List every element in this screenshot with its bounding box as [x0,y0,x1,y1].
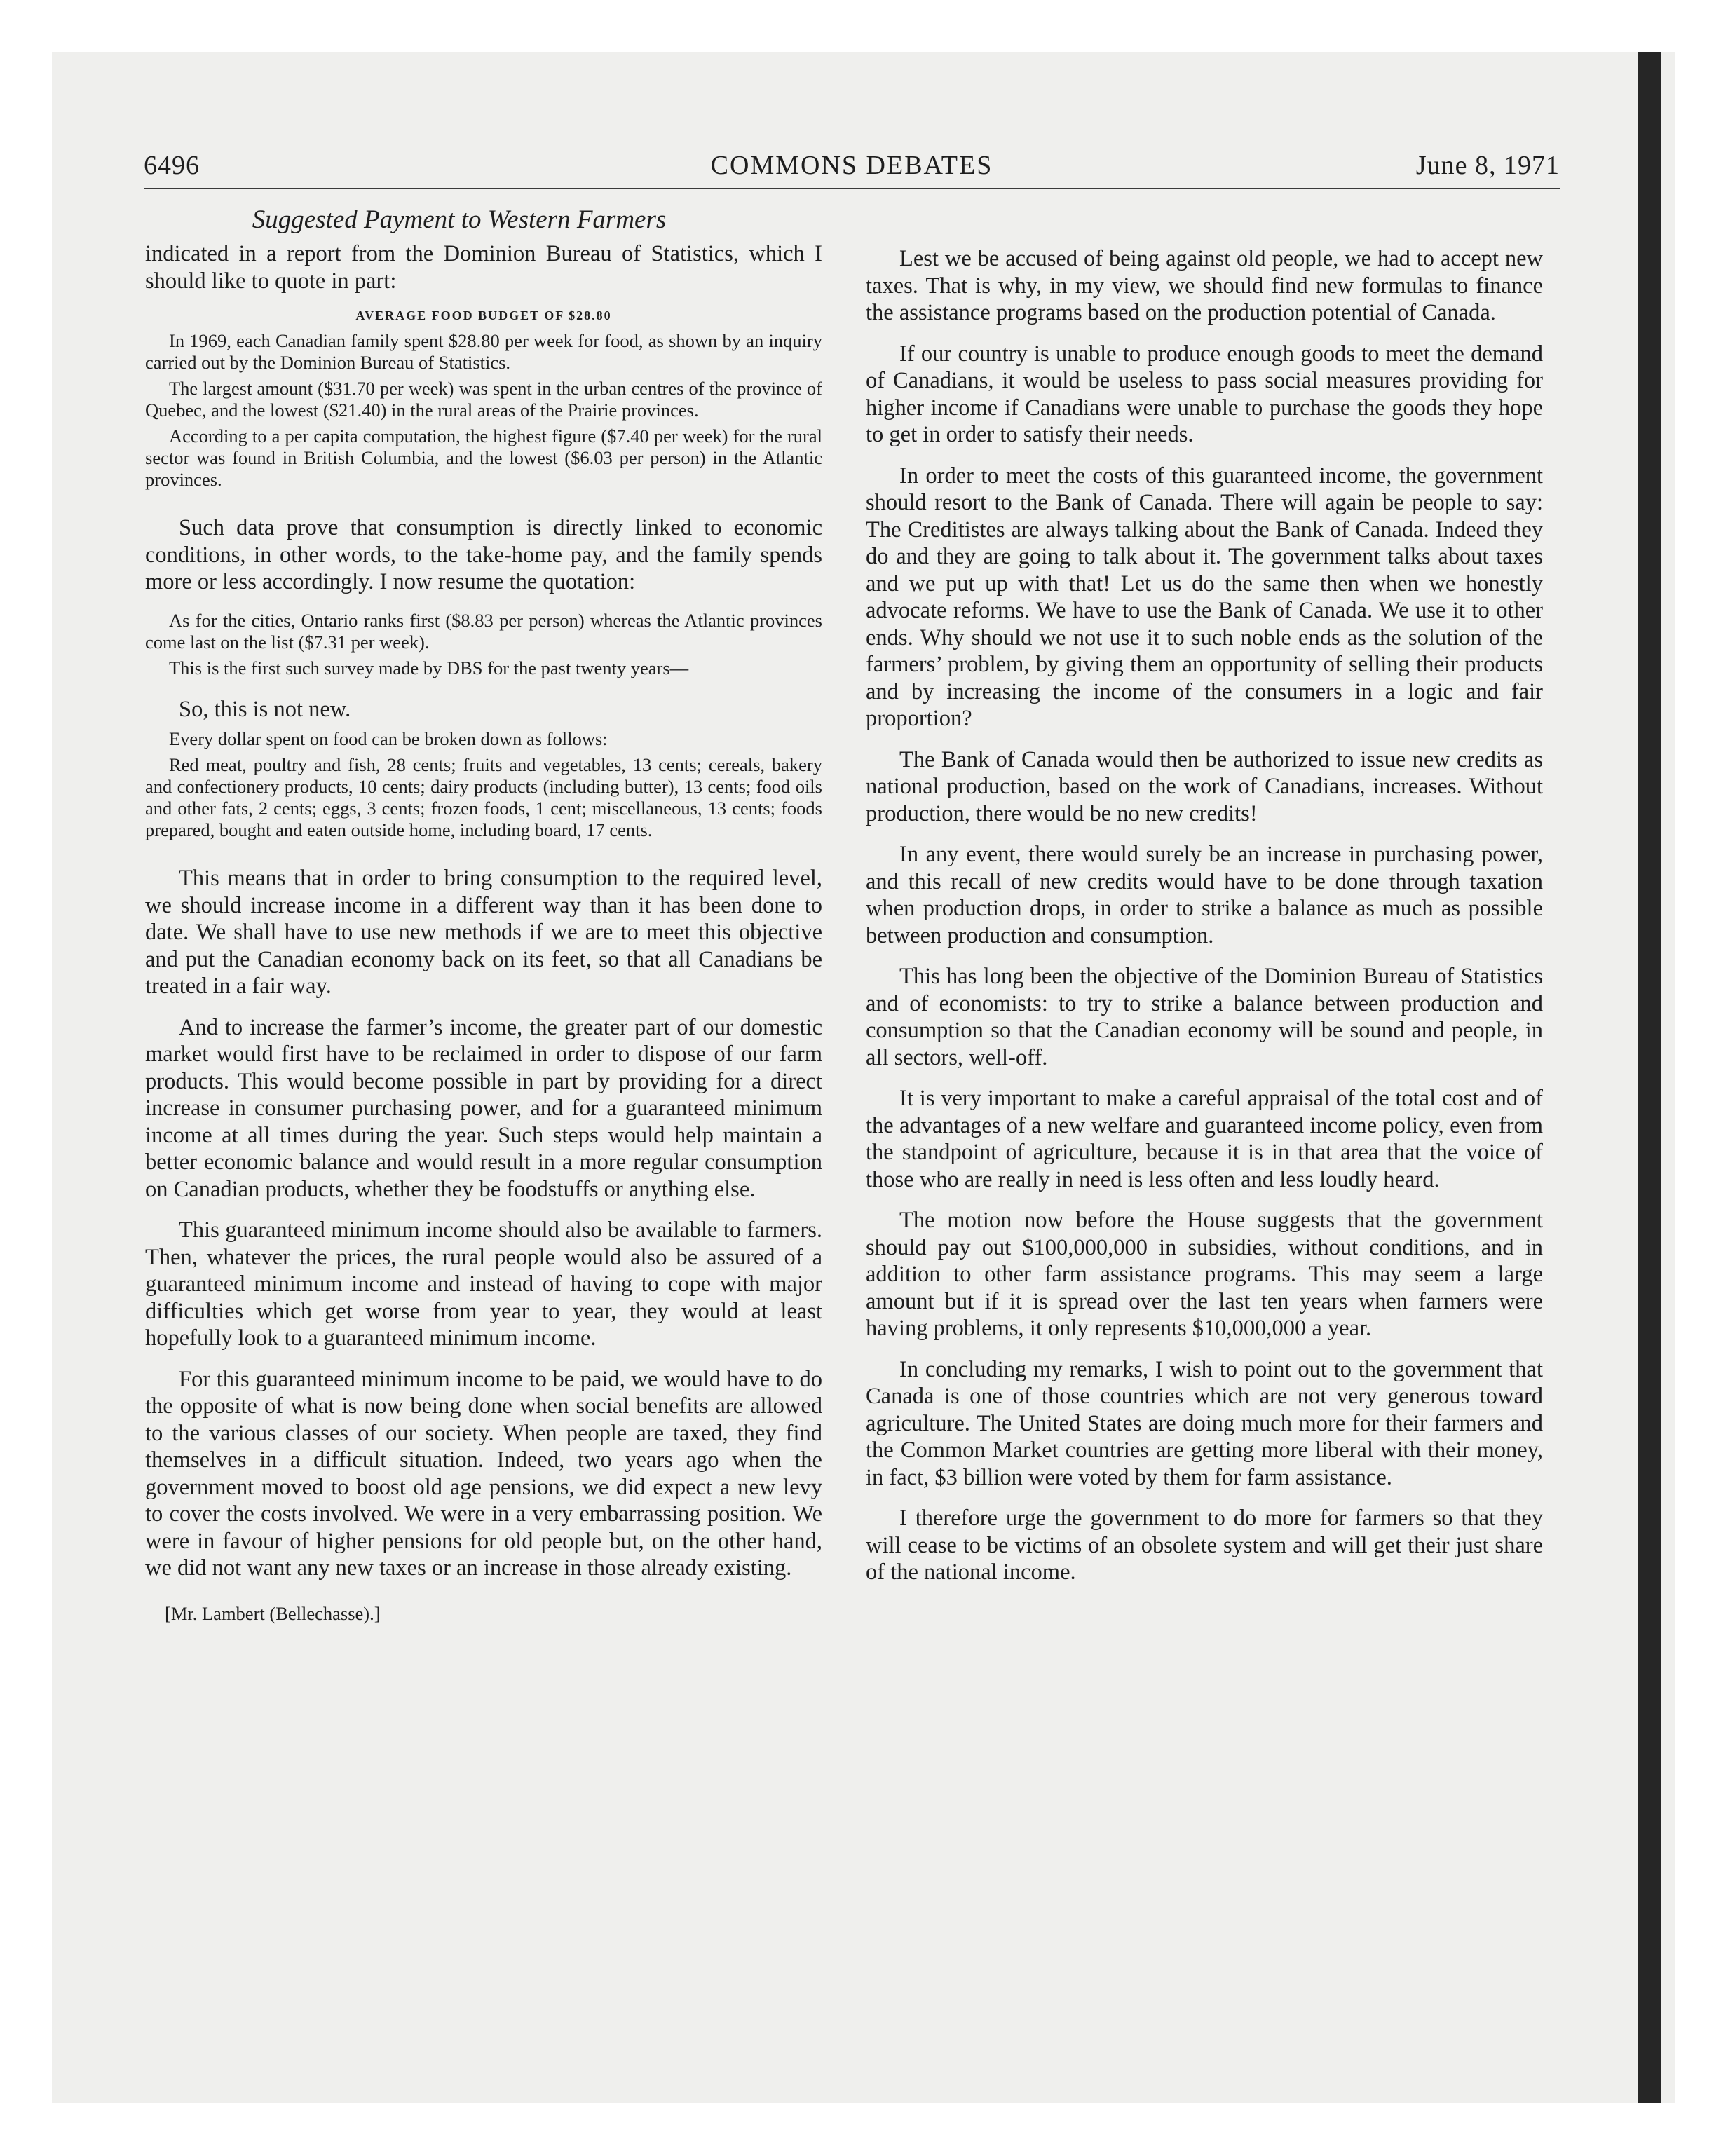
body-paragraph: For this guaranteed minimum income to be paid, we would have to do the opposite of what is now being done when social benefits are allowed to the various classes of our society. When people are taxed, they find themselves in a difficult situation. Indeed, two years ago when the government moved to boost old age pensions, we did expect a new levy to cover the costs involved. We were in a very embarrassing position. We were in favour of higher pensions for old people but, on the other hand, we did not want any new taxes or an increase in those already existing. [145,1366,822,1581]
right-column [866,245,1543,1600]
body-paragraph: This guaranteed minimum income should also be available to farmers. Then, whatever the prices, the rural people would also be assured of a guaranteed minimum income and instead of having to cope with major difficulties which get worse from year to year, they would at least hopefully look to a guaranteed minimum income. [145,1217,822,1351]
left-column [145,205,822,1625]
publication-title: COMMONS DEBATES [710,151,993,180]
quotation-paragraph: Every dollar spent on food can be broken down as follows: [169,728,608,749]
quotation-paragraph: In 1969, each Canadian family spent $28.80 per week for food, as shown by an inquiry carried out by the Dominion Bureau of Statistics. [145,330,822,373]
section-title: Suggested Payment to Western Farmers [252,205,667,234]
body-paragraph: This means that in order to bring consumption to the required level, we should increase income in a different way than it has been done to date. We shall have to use new methods if we are to meet this objective and put the Canadian economy back on its feet, so that all Canadians be treated in a fair way. [145,866,822,999]
page-header [144,144,1560,189]
quotation-paragraph: Red meat, poultry and fish, 28 cents; fruits and vegetables, 13 cents; cereals, bakery and confectionery products, 10 cents; dairy products (including butter), 13 cents; food oils and other fats, 2 cents; eggs, 3 cents; frozen foods, 1 cent; miscellaneous, 13 cents; foods prepared, bought and eaten outside home, including board, 17 cents. [145,754,822,840]
body-paragraph: Such data prove that consumption is directly linked to economic conditions, in other words, to the take-home pay, and the family spends more or less accordingly. I now resume the quotation: [145,515,822,594]
intro-paragraph: indicated in a report from the Dominion Bureau of Statistics, which I should like to quote in part: [145,241,822,294]
quotation-block-3 [145,728,822,841]
quotation-block-2 [145,610,822,679]
body-paragraph: The Bank of Canada would then be authorized to issue new credits as national production, based on the work of Canadians, increases. Without production, there would be no new credits! [866,746,1543,826]
body-paragraph: If our country is unable to produce enough goods to meet the demand of Canadians, it would be useless to pass social measures providing for higher income if Canadians were unable to purchase the goods they hope to get in order to satisfy their needs. [866,341,1543,447]
body-paragraph: It is very important to make a careful appraisal of the total cost and of the advantages of a new welfare and guaranteed income policy, even from the standpoint of agriculture, because it is in that area that the voice of those who are really in need is less often and less loudly heard. [866,1086,1543,1192]
quotation-paragraph: As for the cities, Ontario ranks first ($8.83 per person) whereas the Atlantic provinces come last on the list ($7.31 per week). [145,609,822,653]
scan-edge-shadow [1638,52,1661,2103]
quotation-heading: AVERAGE FOOD BUDGET OF $28.80 [355,308,612,322]
body-paragraph: The motion now before the House suggests that the government should pay out $100,000,000 in subsidies, without conditions, and in addition to other farm assistance programs. This may seem a large amount but if it is spread over the last ten years when farmers were having problems, it only represents $10,000,000 a year. [866,1208,1543,1341]
quotation-paragraph: This is the first such survey made by DBS for the past twenty years— [169,657,689,678]
body-paragraph: I therefore urge the government to do more for farmers so that they will cease to be victims of an obsolete system and will get their just share of the national income. [866,1506,1543,1585]
body-paragraph: So, this is not new. [179,696,351,722]
body-paragraph: In concluding my remarks, I wish to point out to the government that Canada is one of those countries which are not very generous toward agriculture. The United States are doing much more for their farmers and the Common Market countries are getting more liberal with their money, in fact, $3 billion were voted by them for farm assistance. [866,1356,1543,1490]
page-number: 6496 [144,151,200,180]
page-date: June 8, 1971 [1415,151,1560,180]
body-paragraph: In any event, there would surely be an increase in purchasing power, and this recall of new credits would have to be done through taxation when production drops, in order to strike a balance as much as possible between production and consumption. [866,842,1543,948]
body-paragraph: This has long been the objective of the Dominion Bureau of Statistics and of economists: to try to strike a balance between production and consumption so that the Canadian economy will be sound and people, in all sectors, well-off. [866,964,1543,1070]
quotation-block-1 [145,308,822,491]
speaker-attribution: [Mr. Lambert (Bellechasse).] [165,1602,381,1624]
body-paragraph: And to increase the farmer’s income, the greater part of our domestic market would first have to be reclaimed in order to dispose of our farm products. This would become possible in part by providing for a direct increase in consumer purchasing power, and for a guaranteed minimum income at all times during the year. Such steps would help maintain a better economic balance and would result in a more regular consumption on Canadian products, whether they be foodstuffs or anything else. [145,1014,822,1202]
body-paragraph: In order to meet the costs of this guaranteed income, the government should resort to the Bank of Canada. There will again be people to say: The Creditistes are always talking about the Bank of Canada. Indeed they do and they are going to talk about it. The government talks about taxes and we put up with that! Let us do the same then when we honestly advocate reforms. We have to use the Bank of Canada. We use it to other ends. Why should we not use it to such noble ends as the solution of the farmers’ problem, by giving them an opportunity of selling their products and by increasing the income of the consumers in a logic and fair proportion? [866,463,1543,731]
quotation-paragraph: According to a per capita computation, the highest figure ($7.40 per week) for the rural sector was found in British Columbia, and the lowest ($6.03 per person) in the Atlantic provinces. [145,425,822,490]
body-paragraph: Lest we be accused of being against old people, we had to accept new taxes. That is why, in my view, we should find new formulas to finance the assistance programs based on the production potential of Canada. [866,246,1543,325]
quotation-paragraph: The largest amount ($31.70 per week) was spent in the urban centres of the province of Quebec, and the lowest ($21.40) in the rural areas of the Prairie provinces. [145,378,822,421]
